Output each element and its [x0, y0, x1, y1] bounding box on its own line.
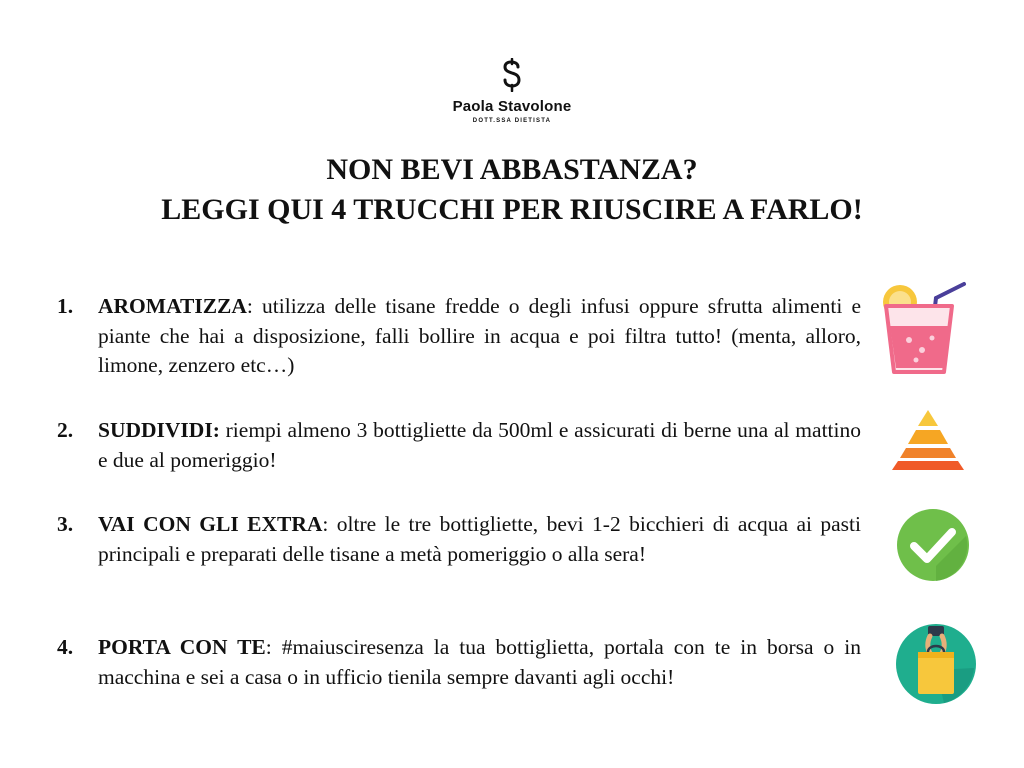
shopping-bag-icon	[894, 622, 978, 704]
list-item	[57, 633, 861, 692]
item-lead: SUDDIVIDI:	[98, 418, 220, 442]
brand-logo	[0, 58, 1024, 124]
item-body	[98, 416, 861, 475]
list-item	[57, 416, 861, 475]
page-title	[0, 150, 1024, 230]
item-text: riempi almeno 3 bottigliette da 500ml e assicurati di berne una al mattino e due al pomeriggio!	[98, 418, 861, 472]
item-body	[98, 633, 861, 692]
item-body	[98, 292, 861, 381]
title-line-1: NON BEVI ABBASTANZA?	[326, 153, 698, 186]
item-number: 1.	[57, 294, 74, 318]
title-line-2: LEGGI QUI 4 TRUCCHI PER RIUSCIRE A FARLO!	[161, 193, 863, 226]
brand-subtitle: DOTT.SSA DIETISTA	[472, 118, 552, 124]
item-number: 4.	[57, 635, 74, 659]
pyramid-icon	[890, 408, 966, 472]
item-text: : #maiusciresenza la tua bottiglietta, portala con te in borsa o in macchina e sei a casa o in ufficio tienila sempre davanti agli occhi!	[98, 635, 862, 689]
cocktail-glass-icon	[876, 280, 970, 376]
item-text: : oltre le tre bottigliette, bevi 1-2 bicchieri di acqua ai pasti principali e preparati delle tisane a metà pomeriggio o alla sera!	[98, 512, 861, 566]
item-lead: VAI CON GLI EXTRA	[98, 512, 323, 536]
item-number: 2.	[57, 418, 74, 442]
item-lead: PORTA CON TE	[98, 635, 266, 659]
item-number: 3.	[57, 512, 74, 536]
list-item	[57, 292, 861, 381]
checkmark-icon	[896, 508, 970, 582]
brand-name: Paola Stavolone	[452, 98, 572, 115]
item-lead: AROMATIZZA	[98, 294, 247, 318]
dollar-s-icon	[499, 58, 525, 92]
list-item	[57, 510, 861, 569]
item-body	[98, 510, 861, 569]
item-text: : utilizza delle tisane fredde o degli infusi oppure sfrutta alimenti e piante che hai a disposizione, falli bollire in acqua e poi filtra tutto! (menta, alloro, limone, zenzero etc…)	[98, 294, 861, 377]
